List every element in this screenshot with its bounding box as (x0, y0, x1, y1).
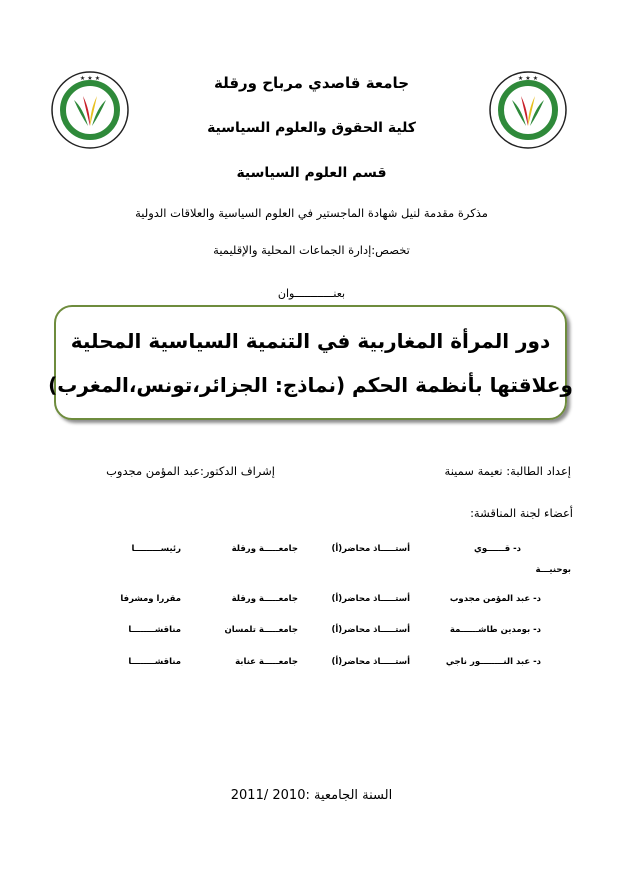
member-role: مقررا ومشرفا (120, 594, 181, 604)
department-name: قسم العلوم السياسية (236, 165, 387, 181)
svg-text:★ ★ ★: ★ ★ ★ (517, 75, 539, 82)
thesis-purpose: مذكرة مقدمة لنيل شهادة الماجستير في العلوم السياسية والعلاقات الدولية (135, 206, 488, 220)
thesis-title-box (48, 305, 573, 420)
member-role: مناقشــــــــا (128, 625, 181, 635)
specialization: تخصص:إدارة الجماعات المحلية والإقليمية (213, 243, 410, 257)
member-institution: جامعـــــة ورقلة (231, 594, 298, 604)
member-rank: أستـــــاذ محاضر(أ) (331, 544, 410, 554)
member-role: مناقشــــــــا (128, 657, 181, 667)
academic-year: السنة الجامعية :2010 /2011 (230, 788, 393, 803)
member-rank: أستـــــاذ محاضر(أ) (331, 657, 410, 667)
member-name: د- بومدين طاشــــــمة (449, 625, 541, 635)
faculty-name: كلية الحقوق والعلوم السياسية (207, 120, 416, 136)
member-institution: جامعـــــة تلمسان (224, 625, 298, 635)
thesis-title-line-2: وعلاقتها بأنظمة الحكم (نماذج: الجزائر،تونس،المغرب) (48, 372, 573, 397)
member-rank: أستـــــاذ محاضر(أ) (331, 594, 410, 604)
member-name-continued: بوحنيـــة (535, 565, 571, 575)
member-role: رئيســـــــــا (131, 544, 181, 554)
committee-title: أعضاء لجنة المناقشة: (470, 506, 573, 520)
student-name: إعداد الطالبة: نعيمة سمينة (444, 464, 571, 478)
thesis-title-line-1: دور المرأة المغاربية في التنمية السياسية المحلية (70, 328, 551, 353)
member-rank: أستـــــاذ محاضر(أ) (331, 625, 410, 635)
member-institution: جامعـــــة عنابة (235, 657, 298, 667)
svg-text:★ ★ ★: ★ ★ ★ (79, 75, 101, 82)
member-name: د- عبد المؤمن مجدوب (449, 594, 541, 604)
member-name: د- عبد النــــــــور ناجي (445, 657, 541, 667)
member-institution: جامعـــــة ورقلة (231, 544, 298, 554)
member-name: د- قــــــوي (474, 544, 521, 554)
supervisor-name: إشراف الدكتور:عبد المؤمن مجدوب (106, 464, 275, 478)
university-name: جامعة قاصدي مرباح ورقلة (213, 74, 409, 92)
title-label: بعنــــــــــــوان (277, 287, 346, 300)
